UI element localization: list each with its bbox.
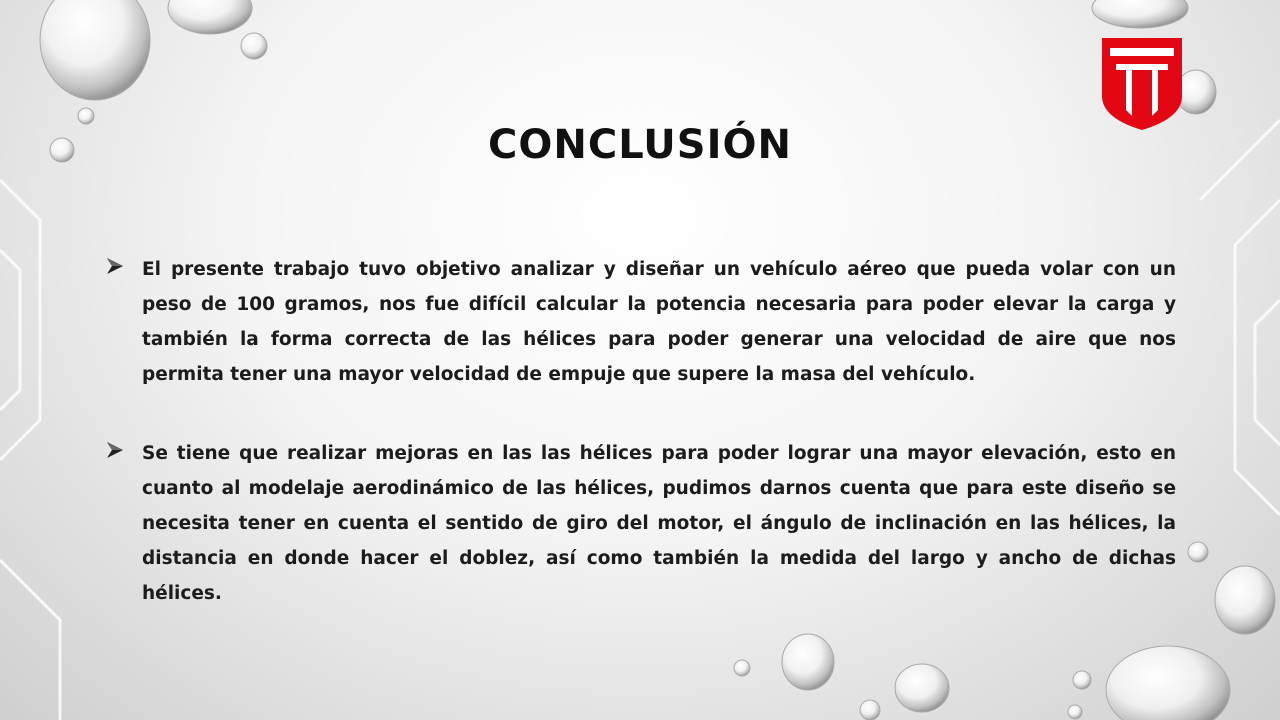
bullet-text: El presente trabajo tuvo objetivo analizar y diseñar un vehículo aéreo que pueda volar con un peso de 100 gramos, nos fue difícil calcular la potencia necesaria para poder elevar la carga y también la forma correcta de las hélices para poder generar una velocidad de aire que nos permita tener una mayor velocidad de empuje que supere la masa del vehículo.	[142, 259, 1176, 385]
bullet-text: Se tiene que realizar mejoras en las las hélices para poder lograr una mayor elevación, esto en cuanto al modelaje aerodinámico de las hélices, pudimos darnos cuenta que para este diseño se necesita tener en cuenta el sentido de giro del motor, el ángulo de inclinación en las hélices, la distancia en donde hacer el doblez, así como también la medida del largo y ancho de dichas hélices.	[142, 443, 1176, 604]
list-item	[104, 436, 1176, 611]
arrowhead-bullet-icon	[104, 439, 126, 461]
list-item	[104, 252, 1176, 392]
arrowhead-bullet-icon	[104, 255, 126, 277]
page-title: CONCLUSIÓN	[488, 122, 792, 168]
conclusion-list	[104, 252, 1176, 655]
university-shield-icon	[1100, 36, 1184, 132]
